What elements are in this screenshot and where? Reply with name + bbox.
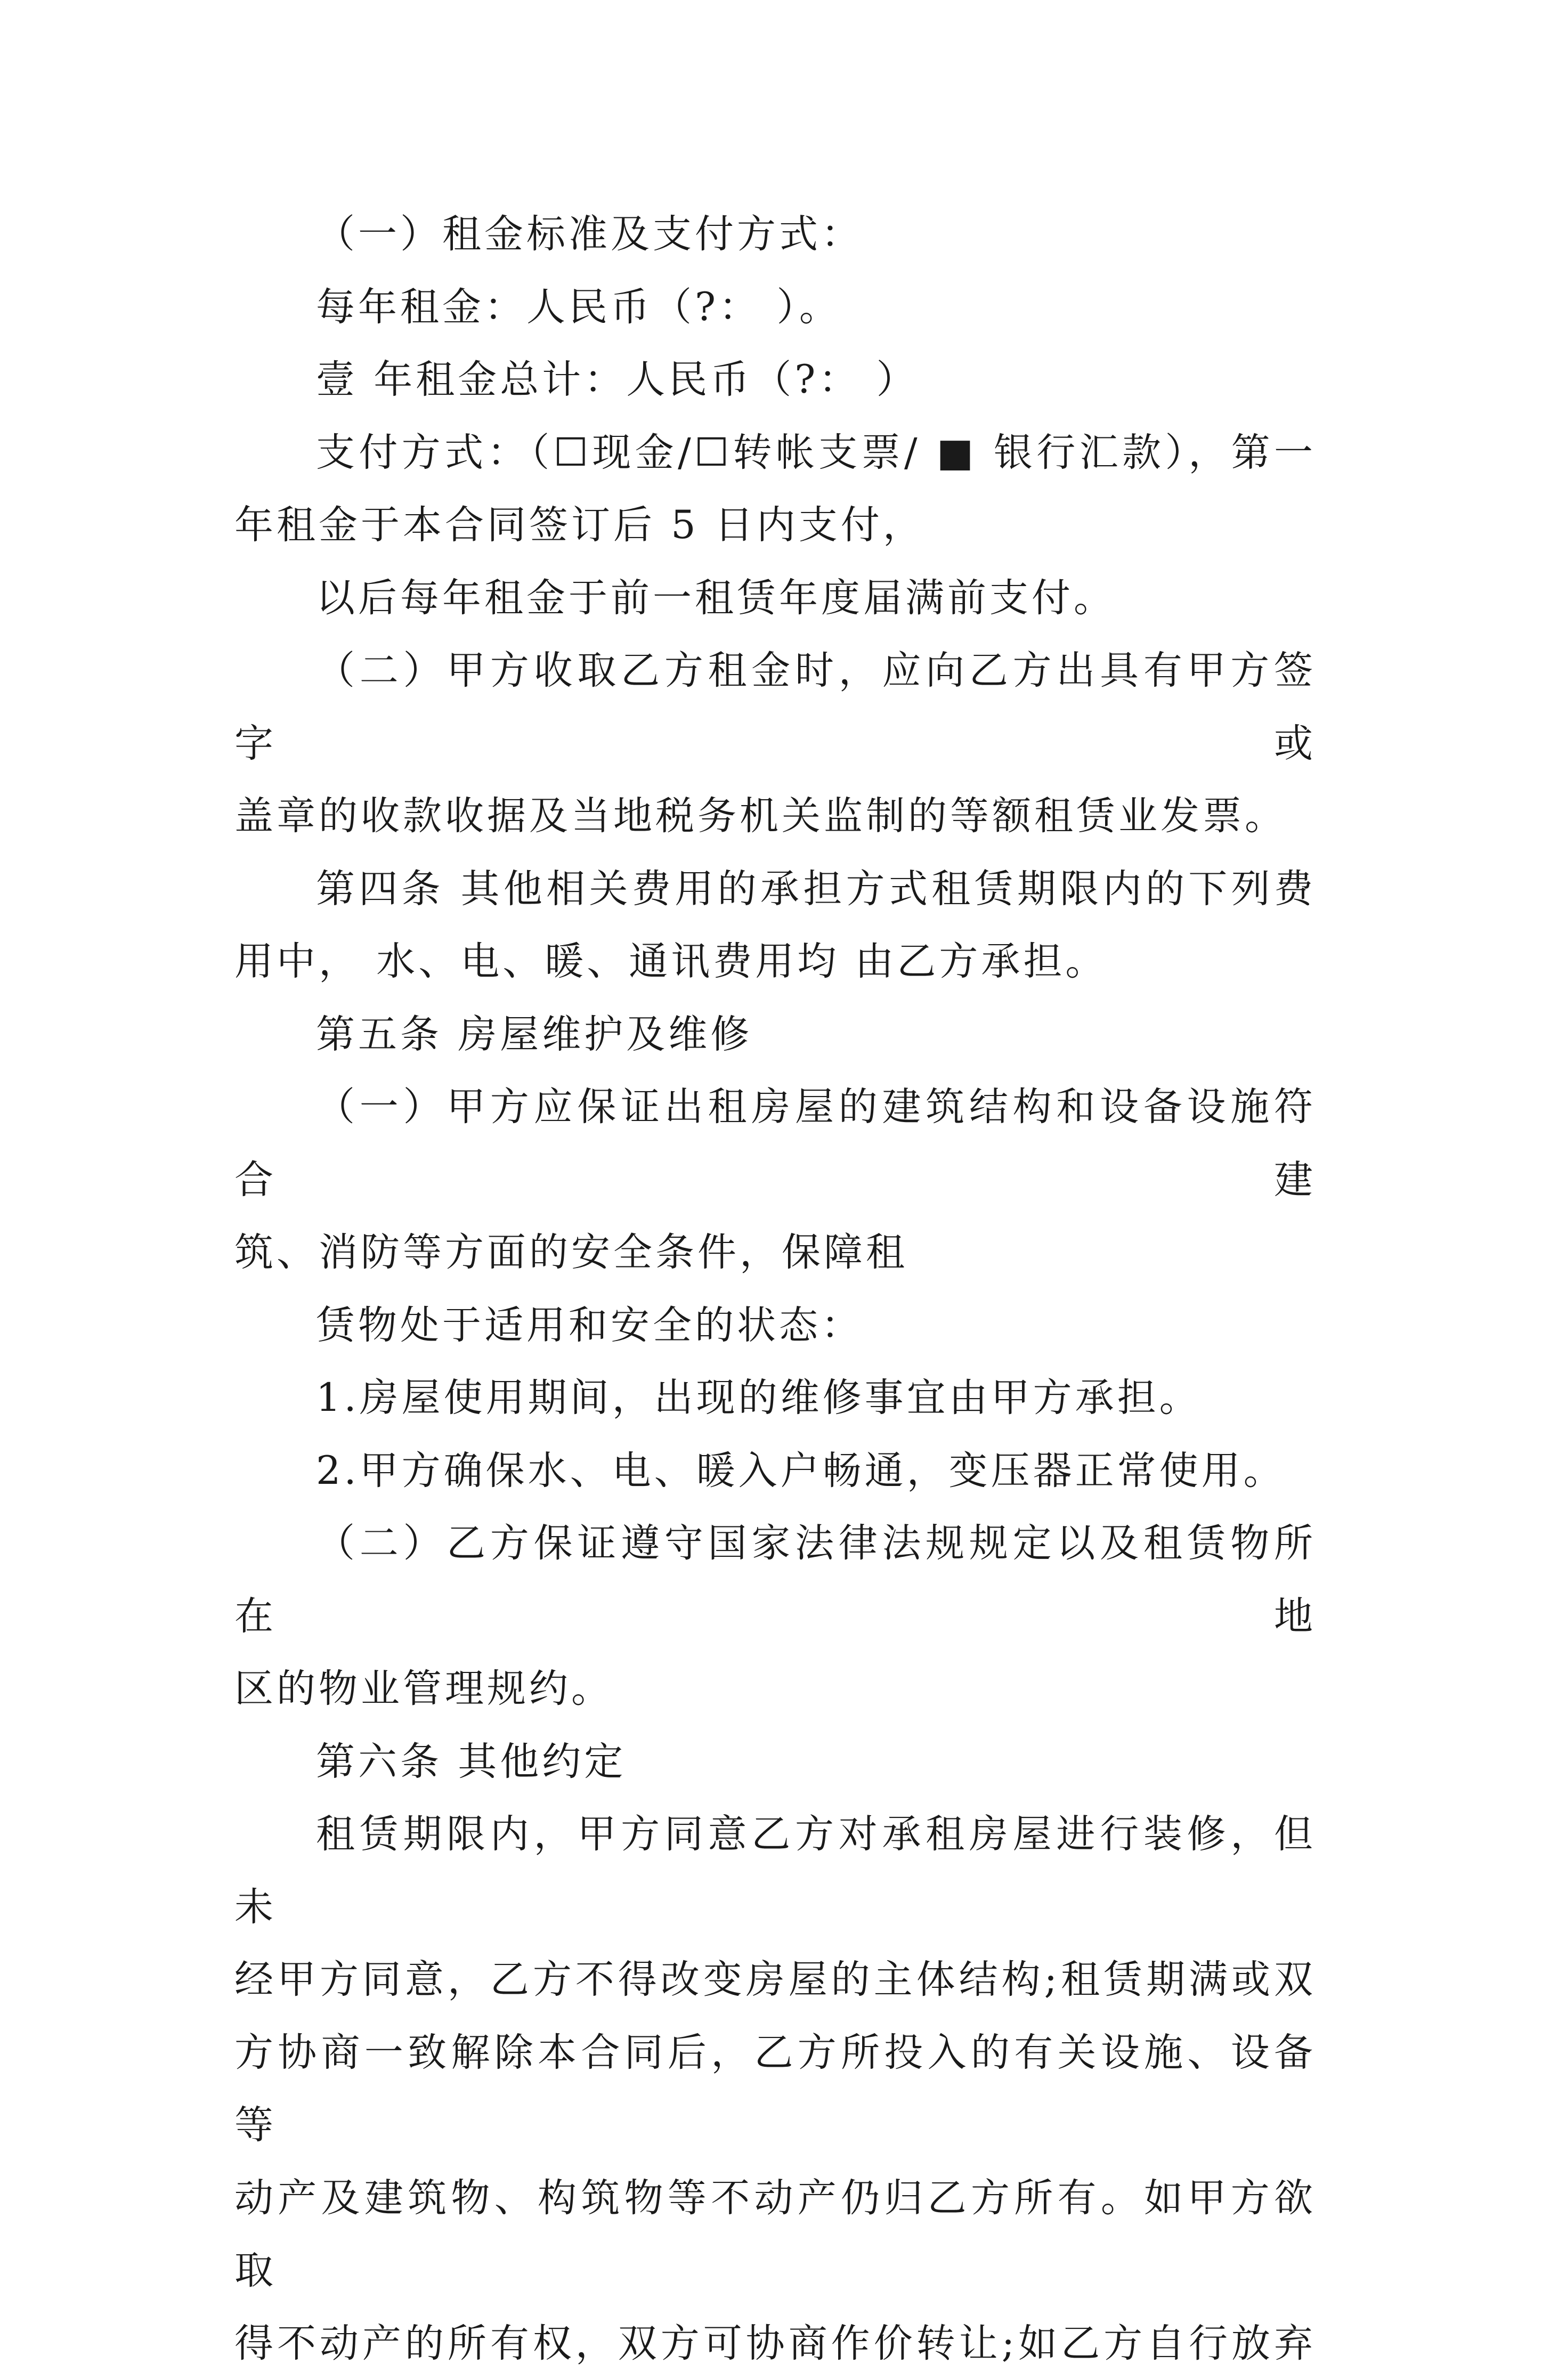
- text-line: 盖章的收款收据及当地税务机关监制的等额租赁业发票。: [234, 780, 1316, 853]
- text-line: 第六条 其他约定: [234, 1726, 1316, 1799]
- text-line: 以后每年租金于前一租赁年度届满前支付。: [234, 562, 1316, 635]
- text-line: 第五条 房屋维护及维修: [234, 998, 1316, 1071]
- text-line: 租赁期限内，甲方同意乙方对承租房屋进行装修，但未: [234, 1798, 1316, 1944]
- text-line: 年租金于本合同签订后 5 日内支付，: [234, 489, 1316, 562]
- text-line: 支付方式：（☐现金/☐转帐支票/ ■ 银行汇款），第一: [234, 417, 1316, 490]
- text-line: 2.甲方确保水、电、暖入户畅通，变压器正常使用。: [234, 1435, 1316, 1508]
- text-line: 每年租金：人民币（?： ）。: [234, 271, 1316, 344]
- text-line: 经甲方同意，乙方不得改变房屋的主体结构;租赁期满或双: [234, 1944, 1316, 2017]
- text-line: 筑、消防等方面的安全条件，保障租: [234, 1216, 1316, 1289]
- text-line: （二）乙方保证遵守国家法律法规规定以及租赁物所在地: [234, 1507, 1316, 1653]
- text-line: （一）租金标准及支付方式：: [234, 198, 1316, 271]
- text-line: 第四条 其他相关费用的承担方式租赁期限内的下列费: [234, 853, 1316, 926]
- contract-text: [234, 198, 1316, 2380]
- text-line: 方协商一致解除本合同后，乙方所投入的有关设施、设备等: [234, 2017, 1316, 2162]
- text-line: 1.房屋使用期间，出现的维修事宜由甲方承担。: [234, 1362, 1316, 1435]
- text-line: （二）甲方收取乙方租金时，应向乙方出具有甲方签字或: [234, 635, 1316, 780]
- text-line: 赁物处于适用和安全的状态：: [234, 1289, 1316, 1362]
- text-line: 区的物业管理规约。: [234, 1653, 1316, 1726]
- text-line: （一）甲方应保证出租房屋的建筑结构和设备设施符合建: [234, 1071, 1316, 1216]
- text-line: 壹 年租金总计：人民币（?： ）: [234, 344, 1316, 417]
- text-line: 得不动产的所有权，双方可协商作价转让;如乙方自行放弃: [234, 2308, 1316, 2380]
- text-line: 动产及建筑物、构筑物等不动产仍归乙方所有。如甲方欲取: [234, 2162, 1316, 2308]
- text-line: 用中， 水、电、暖、通讯费用均 由乙方承担。: [234, 925, 1316, 998]
